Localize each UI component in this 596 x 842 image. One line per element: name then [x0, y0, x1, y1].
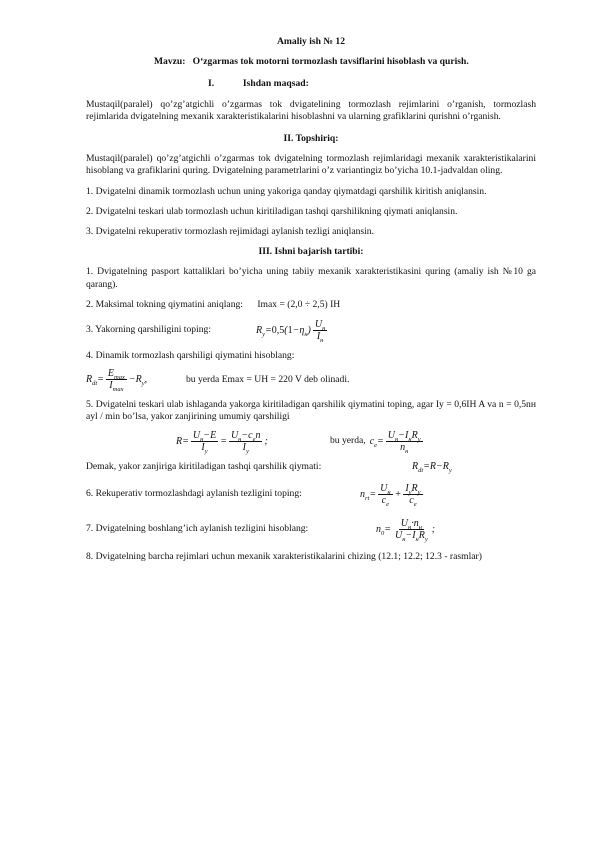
step-6-text: 6. Rekuperativ tormozlashdagi aylanish tezligini toping:	[86, 488, 302, 500]
section2-text: Mustaqil(paralel) qo’zg’atgichli o’zgarmas tok dvigatelning tormozlash rejimlaridagi mexanik xarakteristikalarini hisoblang va grafiklarini quring. Dvigatelning parametrlarini o’z variantingiz bo’yicha 10.1-jadvaldan oling.	[86, 153, 536, 177]
step-7-text: 7. Dvigatelning boshlang’ich aylanish tezligini hisoblang:	[86, 523, 309, 535]
step-4-note: bu yerda Emax = UH = 220 V deb olinadi.	[186, 373, 350, 385]
dynamic-resistance-formula: $R_{dt}=$ $\frac{E_{max}}{I_{max}}$ $-R_y$,	[86, 368, 148, 394]
step-8-text: 8. Dvigatelning barcha rejimlari uchun mexanik xarakteristikalarini chizing (12.1; 12.2; 12.3 - rasmlar)	[86, 550, 482, 562]
step-5-where: bu yerda,	[330, 435, 366, 447]
section1-heading	[86, 78, 536, 90]
task-item-2: 2. Dvigatelni teskari ulab tormozlash uchun kiritiladigan tashqi qarshilikning qiymati aniqlansin.	[86, 205, 458, 217]
external-resistance-formula: $R_{dt}=R-R_y$	[412, 460, 452, 474]
task-item-3: 3. Dvigatelni rekuperativ tormozlash rejimidagi aylanish tezligi aniqlansin.	[86, 226, 374, 238]
section2-title: II. Topshiriq:	[283, 133, 339, 145]
step-7-line	[86, 518, 536, 541]
step-4-text: 4. Dinamik tormozlash qarshiligi qiymatini hisoblang:	[86, 350, 295, 362]
regen-speed-formula: $n_{rt}=$ $\frac{U_н}{c_e}$ + $\frac{I_yR_y}{c_e}$	[360, 482, 421, 508]
step-6-line	[86, 483, 536, 506]
section1-title: Ishdan maqsad:	[242, 78, 309, 90]
document-title: Amaliy ish № 12	[276, 36, 345, 47]
step-3-line	[86, 319, 536, 345]
yakor-resistance-formula: $R_y=0,5(1-\eta_н)$ $\frac{U_н}{I_н}$	[256, 319, 326, 345]
step-3-text: 3. Yakorning qarshiligini toping:	[86, 324, 211, 336]
step-1: 1. Dvigatelning pasport kattaliklari bo’yicha uning tabiiy mexanik xarakteristikasini quring (amaliy ish №10 ga qarang).	[86, 266, 536, 290]
section1-text: Mustaqil(paralel) qo’zg’atgichli o’zgarmas tok dvigatelining tormozlash rejimlarini o’rganish, tormozlash rejimlarida dvigatelning mexanik xarakteristikalarini hisoblashni va ularning grafiklarini qurishni o’rganish.	[86, 98, 536, 122]
step-5-formula-line	[86, 430, 536, 453]
topic-label: Mavzu:	[154, 56, 186, 68]
step-5-text: 5. Dvigatelni teskari ulab ishlaganda yakorga kiritiladigan qarshilik qiymatini toping, agar Iy = 0,6IH A va n = 0,5nн ayl / min bo’lsa, yakor zanjirining umumiy qarshiligi	[86, 399, 536, 423]
task-item-1: 1. Dvigatelni dinamik tormozlash uchun uning yakoriga qanday qiymatdagi qarshilik kiritish aniqlansin.	[86, 185, 487, 197]
total-resistance-formula: R= $\frac{U_н-E}{I_y}$ = $\frac{U_н-c_en}{I_y}$ ;	[176, 429, 268, 455]
ce-formula: $c_e=$ $\frac{U_н-I_нR_y}{n_н}$	[369, 429, 421, 455]
section1-number: I.	[208, 78, 215, 90]
step-4-formula-line	[86, 368, 536, 394]
step-5b-line	[86, 461, 536, 473]
step-5b-text: Demak, yakor zanjiriga kiritiladigan tashqi qarshilik qiymati:	[86, 460, 322, 472]
topic-text: O‘zgarmas tok motorni tormozlash tavsiflarini hisoblash va qurish.	[192, 56, 469, 68]
step-2-line	[86, 299, 536, 311]
step-2-formula: Imax = (2,0 ÷ 2,5) IH	[257, 298, 341, 310]
step-2-text: 2. Maksimal tokning qiymatini aniqlang:	[86, 298, 243, 310]
section3-title: III. Ishni bajarish tartibi:	[258, 246, 364, 258]
topic-line	[86, 56, 536, 68]
initial-speed-formula: $n_0=$ $\frac{U_н\cdot n_н}{U_н-I_нR_y}$ ;	[376, 517, 436, 543]
